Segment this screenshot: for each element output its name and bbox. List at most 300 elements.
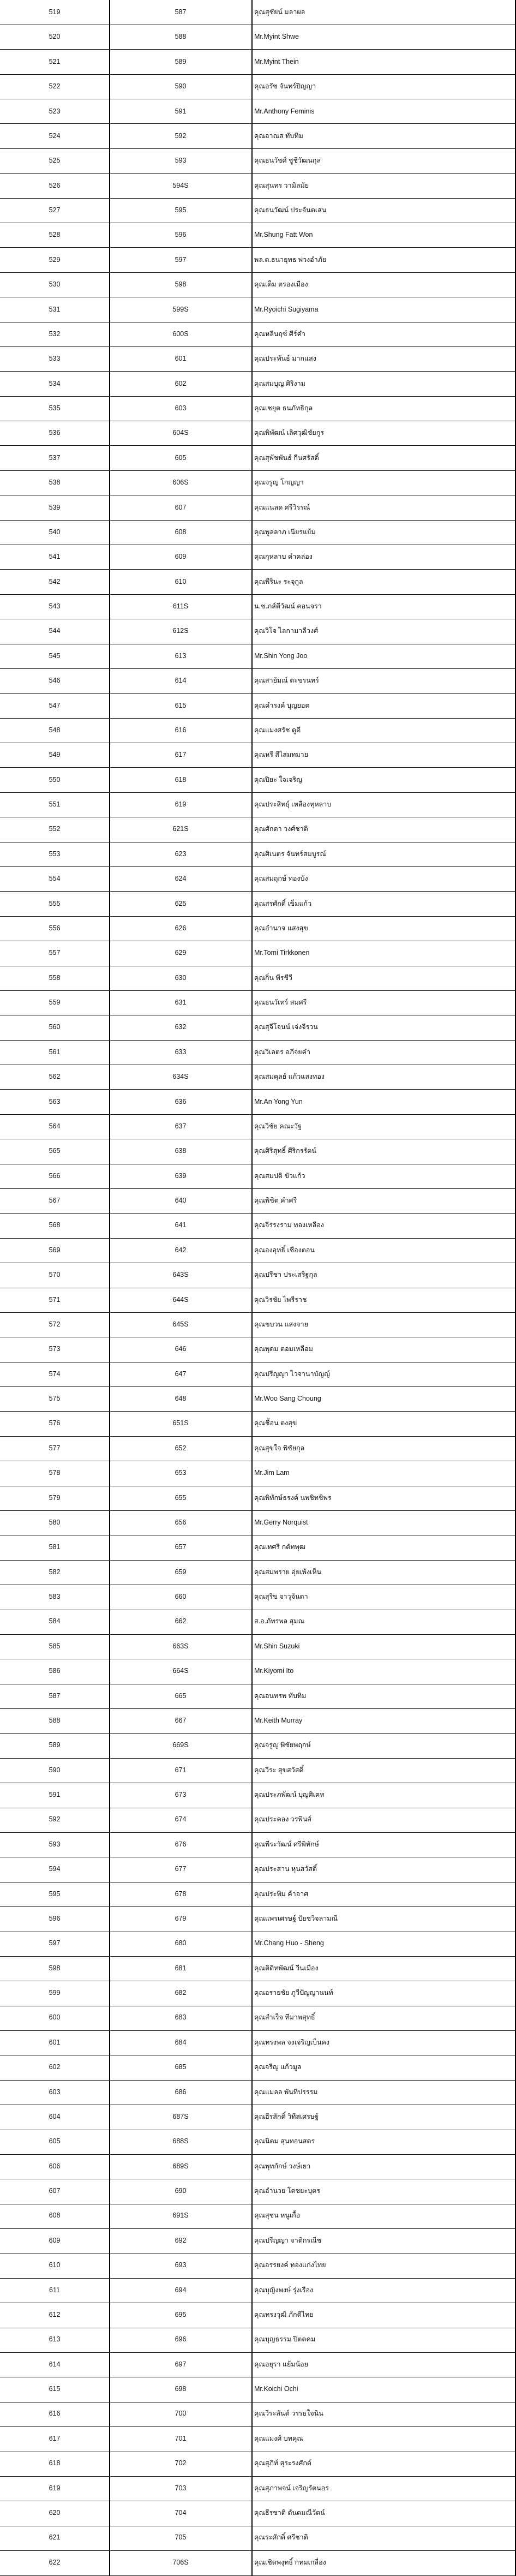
member-code-cell: 692 [175,2236,187,2244]
table-row [0,866,516,891]
table-row [0,1585,516,1609]
member-name-cell: Mr.Chang Huo - Sheng [254,1939,324,1947]
row-divider [0,1040,516,1041]
member-code-cell: 691S [172,2212,189,2220]
member-code-cell: 682 [175,1989,187,1997]
row-divider [0,1411,516,1412]
member-code-cell: 601 [175,355,187,363]
row-divider [0,396,516,397]
table-row [0,1981,516,2005]
member-name-cell: Mr.An Yong Yun [254,1097,303,1105]
row-divider [0,2278,516,2279]
member-code-cell: 640 [175,1197,187,1204]
member-name-cell: คุณแมงศ์ บทคุณ [254,2434,303,2442]
member-code-cell: 655 [175,1493,187,1502]
row-divider [0,866,516,867]
row-divider [0,123,516,124]
table-row [0,1139,516,1163]
table-row [0,148,516,173]
row-divider [0,371,516,372]
member-code-cell: 681 [175,1964,187,1972]
member-code-cell: 607 [175,503,187,511]
member-code-cell: 634S [172,1073,189,1081]
member-name-cell: Mr.Myint Shwe [254,33,299,41]
table-row [0,1609,516,1634]
table-row [0,1956,516,1981]
row-divider [0,173,516,174]
member-name-cell: คุณสมพราย อุ่ยเพ้งเห็น [254,1568,322,1576]
table-row [0,2030,516,2055]
table-row [0,99,516,124]
table-row [0,520,516,545]
member-code-cell: 630 [175,973,187,982]
member-name-cell: คุณติดิทพัฒน์ วีนเมือง [254,1964,319,1972]
member-code-cell: 589 [175,57,187,65]
member-code-cell: 609 [175,553,187,561]
member-name-cell: คุณสำเร็จ ทีมาพสุทธิ์ [254,2013,315,2022]
member-name-cell: คุณปรีญญา ไวจานาบัญญ์ [254,1370,330,1378]
member-code-cell: 617 [175,751,187,759]
row-divider [0,1089,516,1090]
row-number-cell: 538 [49,479,61,487]
row-number-cell: 596 [49,1914,61,1922]
member-name-cell: คุณอยุรา แย้มน้อย [254,2360,308,2368]
row-number-cell: 616 [49,2410,61,2418]
row-number-cell: 531 [49,305,61,313]
member-code-cell: 636 [175,1097,187,1105]
member-name-cell: คุณวิเลตร อภีจยคำ [254,1048,310,1056]
row-divider [0,891,516,892]
row-number-cell: 532 [49,330,61,338]
member-code-cell: 695 [175,2310,187,2318]
table-row [0,1188,516,1213]
member-code-cell: 629 [175,949,187,957]
row-number-cell: 557 [49,949,61,957]
member-name-cell: คุณสุริข จาวุจันดา [254,1593,308,1600]
row-number-cell: 528 [49,231,61,239]
member-code-cell: 639 [175,1172,187,1180]
row-number-cell: 619 [49,2484,61,2492]
table-row [0,1708,516,1733]
member-code-cell: 632 [175,1023,187,1031]
member-code-cell: 594S [172,181,189,189]
table-row [0,892,516,916]
member-name-cell: Mr.Tomi Tirkkonen [254,949,310,957]
row-divider [0,1114,516,1115]
member-name-cell: คุณแมงศรัช ดูดี [254,726,301,734]
member-name-cell: คุณปรีชา ประเสริฐกุล [254,1271,317,1279]
member-code-cell: 648 [175,1395,187,1402]
row-number-cell: 569 [49,1246,61,1254]
member-code-cell: 625 [175,899,187,907]
member-code-cell: 614 [175,677,187,685]
table-row [0,1164,516,1188]
row-number-cell: 572 [49,1320,61,1328]
member-name-cell: Mr.Koichi Ochi [254,2385,298,2393]
member-name-cell: คุณสุจีโจนน์ เจ่งจีรวน [254,1023,318,1031]
member-name-cell: น.ช.ภส์ตีวัฒน์ คอนจรา [254,602,322,610]
member-code-cell: 688S [172,2137,189,2145]
table-row [0,792,516,817]
row-divider [0,148,516,149]
row-divider [0,1832,516,1833]
row-number-cell: 523 [49,107,61,115]
member-code-cell: 676 [175,1840,187,1848]
table-row [0,1337,516,1361]
member-code-cell: 618 [175,775,187,784]
member-name-cell: คุณอนทรพ ทับทิม [254,1692,307,1700]
row-number-cell: 534 [49,379,61,387]
member-code-cell: 685 [175,2063,187,2071]
member-code-cell: 656 [175,1518,187,1526]
member-name-cell: คุณสุภิท์ สุระรงศักด์ [254,2459,312,2467]
row-number-cell: 610 [49,2261,61,2269]
member-name-cell: คุณจรูญ โกญญา [254,479,304,487]
row-divider [0,198,516,199]
row-divider [0,1956,516,1957]
table-row [0,1386,516,1411]
member-name-cell: คุณศักดา วงศ์ชาติ [254,825,308,833]
table-row [0,1510,516,1535]
table-row [0,396,516,421]
member-code-cell: 624 [175,875,187,883]
member-code-cell: 690 [175,2187,187,2195]
member-code-cell: 679 [175,1914,187,1922]
row-number-cell: 577 [49,1444,61,1452]
table-row [0,1832,516,1857]
row-divider [0,272,516,273]
member-code-cell: 587 [175,8,187,16]
member-code-cell: 677 [175,1865,187,1873]
table-row [0,2179,516,2203]
member-code-cell: 702 [175,2459,187,2467]
member-name-cell: คุณทรงวุฒิ ภักดีไทย [254,2310,314,2318]
table-row [0,644,516,668]
table-row [0,223,516,247]
member-name-cell: Mr.Shin Suzuki [254,1642,300,1650]
member-name-cell: คุณระศักดิ์ ศรีชาติ [254,2533,308,2542]
member-name-cell: คุณประพิม ค้าอาศ [254,1890,309,1898]
row-number-cell: 589 [49,1741,61,1749]
member-code-cell: 613 [175,652,187,660]
row-number-cell: 529 [49,255,61,264]
member-name-cell: คุณสุขใจ พิชัยกุล [254,1444,305,1452]
row-divider [0,668,516,669]
member-code-cell: 597 [175,255,187,264]
table-row [0,817,516,841]
member-name-cell: คุณองอุทธิ์ เชืองตอน [254,1246,315,1254]
member-name-cell: คุณธนวัฒน์ ประจันตเสน [254,206,327,214]
member-name-cell: คุณปรีญญา จาติกรณีช [254,2236,322,2244]
row-divider [0,718,516,719]
member-name-cell: คุณแพรเศรษฐ์ ปัยชวิจลามณี [254,1914,338,1922]
table-row [0,1263,516,1287]
table-row [0,1783,516,1807]
table-row [0,842,516,866]
member-code-cell: 669S [172,1741,189,1749]
member-code-cell: 697 [175,2360,187,2368]
row-number-cell: 519 [49,8,61,16]
member-code-cell: 638 [175,1147,187,1155]
member-name-cell: คุณพูลลาภ เนียรแย้ม [254,528,316,536]
table-row [0,346,516,371]
row-number-cell: 543 [49,602,61,610]
table-row [0,421,516,445]
member-code-cell: 600S [172,330,189,338]
member-name-cell: คุณอรรยงค์ ทองแก่งไทย [254,2261,326,2269]
row-number-cell: 520 [49,33,61,41]
table-row [0,2105,516,2129]
row-number-cell: 527 [49,206,61,214]
member-name-cell: Mr.Anthony Feminis [254,107,315,115]
member-name-cell: คุณธนวัชศ์ ชูชีวัฒนกุล [254,157,321,165]
row-number-cell: 579 [49,1493,61,1502]
member-name-cell: คุณเทศรี กตัทพุฒ [254,1543,306,1551]
member-code-cell: 671 [175,1766,187,1774]
row-number-cell: 614 [49,2360,61,2368]
member-code-cell: 657 [175,1543,187,1551]
member-code-cell: 684 [175,2038,187,2046]
member-code-cell: 694 [175,2286,187,2294]
row-divider [0,445,516,446]
table-row [0,1411,516,1436]
row-divider [0,49,516,50]
row-divider [0,520,516,521]
member-name-cell: คุณสุชน หนูเกื้อ [254,2212,301,2220]
member-name-cell: Mr.Ryoichi Sugiyama [254,305,319,313]
row-divider [0,1634,516,1635]
row-number-cell: 558 [49,973,61,982]
member-code-cell: 606S [172,479,189,487]
row-number-cell: 581 [49,1543,61,1551]
row-number-cell: 560 [49,1023,61,1031]
member-name-cell: Mr.Jim Lam [254,1469,290,1477]
table-row [0,1065,516,1089]
table-row [0,545,516,569]
table-row [0,1758,516,1783]
member-code-cell: 663S [172,1642,189,1650]
table-row [0,1090,516,1114]
row-divider [0,2228,516,2229]
table-row [0,1906,516,1931]
row-number-cell: 561 [49,1048,61,1056]
table-row [0,297,516,322]
table-row [0,1684,516,1708]
table-row [0,2129,516,2154]
row-divider [0,74,516,75]
member-code-cell: 611S [172,602,189,610]
table-row [0,1634,516,1659]
table-row [0,2055,516,2079]
row-number-cell: 622 [49,2558,61,2566]
member-code-cell: 644S [172,1295,189,1304]
table-row [0,718,516,743]
table-row [0,470,516,495]
member-code-cell: 696 [175,2335,187,2344]
member-code-cell: 588 [175,33,187,41]
row-number-cell: 603 [49,2088,61,2096]
row-number-cell: 553 [49,850,61,858]
member-name-cell: คุณวิโจ ไลกามาลีวงศ์ [254,627,318,635]
table-row [0,1238,516,1263]
table-row [0,446,516,470]
row-number-cell: 613 [49,2335,61,2344]
row-number-cell: 559 [49,999,61,1006]
member-code-cell: 667 [175,1716,187,1724]
row-divider [0,1386,516,1387]
table-row [0,322,516,346]
member-code-cell: 604S [172,429,189,437]
member-name-cell: คุณสมปติ ขัวแก้ว [254,1172,305,1180]
member-name-cell: คุณฮีรสักดิ์ วิทีสเศรษฐ์ [254,2112,319,2120]
table-row [0,2253,516,2278]
member-name-cell: คุณอำนาจ แสงสุข [254,924,308,932]
member-code-cell: 621S [172,825,189,833]
member-code-cell: 645S [172,1320,189,1328]
table-row [0,2451,516,2476]
row-divider [0,346,516,347]
table-row [0,372,516,396]
member-name-cell: คุณพิพัฒน์ เลิศวุฒิชัยกูร [254,429,325,437]
row-divider [0,1733,516,1734]
member-name-cell: คุณประพันธ์ มากแสง [254,355,316,363]
row-number-cell: 540 [49,528,61,536]
table-row [0,1486,516,1510]
row-divider [0,2550,516,2551]
row-divider [0,767,516,768]
member-name-cell: คุณสมคุลย์ แก้วแสงทอง [254,1073,325,1081]
member-code-cell: 598 [175,280,187,289]
member-name-cell: ส.อ.ภัทรพล สุมณ [254,1617,305,1625]
member-name-cell: คุณสุชัยน์ มลาผล [254,8,305,16]
row-divider [0,247,516,248]
row-number-cell: 537 [49,453,61,462]
member-name-cell: คุณสรศักดิ์ เข็มแก้ว [254,899,312,907]
table-row [0,272,516,297]
member-name-cell: Mr.Shung Fatt Won [254,231,313,239]
table-row [0,2228,516,2253]
row-divider [0,1560,516,1561]
member-name-cell: คุณศิเนตร จันทร์สมบูรณ์ [254,850,326,858]
member-code-cell: 659 [175,1568,187,1576]
member-code-cell: 673 [175,1791,187,1798]
row-divider [0,1188,516,1189]
row-number-cell: 600 [49,2013,61,2022]
member-code-cell: 704 [175,2508,187,2517]
member-code-cell: 631 [175,999,187,1006]
table-row [0,495,516,520]
row-divider [0,2352,516,2353]
member-code-cell: 683 [175,2013,187,2022]
row-number-cell: 609 [49,2236,61,2244]
table-row [0,2401,516,2426]
table-row [0,768,516,792]
table-row [0,1931,516,1956]
row-number-cell: 588 [49,1716,61,1724]
table-row [0,1015,516,1039]
member-name-cell: คุณสุนทร วามิลมัย [254,181,309,189]
member-name-cell: คุณแมลล พันทีปรรรม [254,2088,318,2096]
row-divider [0,1510,516,1511]
row-number-cell: 580 [49,1518,61,1526]
table-row [0,1560,516,1585]
row-number-cell: 547 [49,701,61,709]
table-row [0,74,516,99]
table-row [0,916,516,941]
member-name-cell: คุณพิชิต คำศรี [254,1197,297,1204]
row-divider [0,569,516,570]
member-name-cell: คุณวิรชัย ไพรีราช [254,1295,307,1304]
row-divider [0,1238,516,1239]
member-name-cell: คุณชื้อน ตงสุข [254,1419,297,1427]
table-row [0,2377,516,2401]
row-number-cell: 605 [49,2137,61,2145]
table-row [0,2501,516,2525]
table-row [0,2080,516,2105]
row-number-cell: 535 [49,404,61,412]
member-code-cell: 678 [175,1890,187,1898]
row-number-cell: 544 [49,627,61,635]
row-divider [0,1213,516,1214]
member-code-cell: 599S [172,305,189,313]
member-name-cell: คุณปิยะ ใจเจริญ [254,775,302,784]
member-code-cell: 664S [172,1667,189,1675]
table-row [0,2154,516,2179]
member-name-cell: คุณบุญิงพงษ์ รุ่งเรือง [254,2286,314,2294]
row-number-cell: 565 [49,1147,61,1155]
table-row [0,990,516,1015]
table-row [0,0,516,25]
table-row [0,694,516,718]
row-number-cell: 573 [49,1345,61,1353]
member-code-cell: 686 [175,2088,187,2096]
table-row [0,1040,516,1065]
row-number-cell: 585 [49,1642,61,1650]
table-row [0,2278,516,2303]
table-row [0,1807,516,1832]
table-row [0,1213,516,1238]
row-number-cell: 584 [49,1617,61,1625]
row-number-cell: 617 [49,2434,61,2442]
member-code-cell: 698 [175,2385,187,2393]
table-row [0,1857,516,1881]
row-divider [0,916,516,917]
member-code-cell: 623 [175,850,187,858]
member-name-cell: คุณหรี สีไสมทมาย [254,751,308,759]
member-code-cell: 701 [175,2434,187,2442]
table-row [0,1436,516,1461]
table-row [0,941,516,965]
table-row [0,2005,516,2030]
table-row [0,2352,516,2377]
table-row [0,2476,516,2501]
row-number-cell: 582 [49,1568,61,1576]
table-row [0,2426,516,2451]
table-row [0,2550,516,2575]
row-number-cell: 607 [49,2187,61,2195]
row-number-cell: 546 [49,677,61,685]
row-number-cell: 575 [49,1395,61,1402]
row-number-cell: 521 [49,57,61,65]
member-code-cell: 608 [175,528,187,536]
row-number-cell: 583 [49,1593,61,1600]
member-name-cell: คุณประสาน หุนสวัสดิ์ [254,1865,317,1873]
row-number-cell: 571 [49,1295,61,1304]
member-name-cell: คุณจีรรงราม ทองเหลือง [254,1221,324,1229]
row-number-cell: 539 [49,503,61,511]
row-number-cell: 568 [49,1221,61,1229]
row-number-cell: 564 [49,1122,61,1130]
